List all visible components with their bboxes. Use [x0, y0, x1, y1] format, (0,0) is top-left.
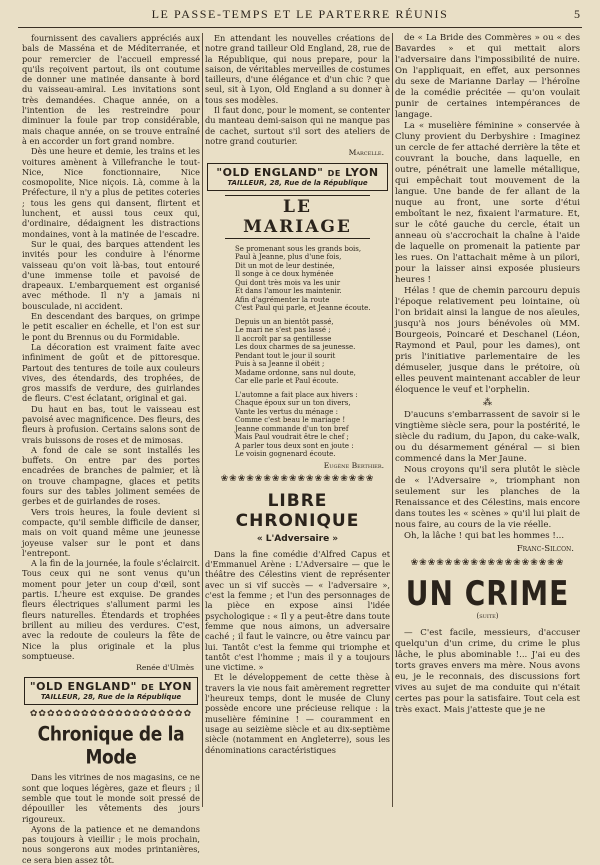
article-paragraph: En attendant les nouvelles créations de notre grand tailleur Old England, 28, rue de la République, qui nous prepare, pour la saison, de véritables merveilles de costumes tailleurs, d'une élégance et d'un chic ? que seul, sit à Lyon, Old England a su donner à tous ses modèles. [205, 33, 390, 105]
tailor-advertisement [24, 677, 198, 705]
article-paragraph: Du haut en bas, tout le vaisseau est pavoisé avec magnificence. Des fleurs, des fleurs à profusion. Certains salons sont de vrais buissons de roses et de mimosas. [22, 403, 200, 445]
header-rule [18, 27, 582, 28]
article-signature: Marcelle. [348, 148, 384, 158]
ad-name: "OLD ENGLAND" [216, 165, 324, 179]
ad-city: LYON [345, 165, 379, 179]
column-3 [395, 33, 580, 807]
poem-line: Madame ordonne, sans nul doute, [235, 368, 356, 377]
article-paragraph: D'aucuns s'embarrassent de savoir si le vingtième siècle sera, pour la postérité, le siècle du radium, du Japon, du cake-walk, ou du désarmement général — si bien commencé dans la Mer Jaune. [395, 410, 580, 464]
article-paragraph: Oh, la lâche ! qui bat les hommes !... [404, 531, 565, 541]
ad-name: "OLD ENGLAND" [29, 680, 137, 694]
poem-line: Et dans l'amour les maintenir. [235, 287, 342, 296]
poem-line: Dit un mot de leur destinée, [235, 261, 335, 270]
column-1 [22, 33, 200, 865]
chronique-heading: LIBRE CHRONIQUE [235, 490, 360, 531]
article-paragraph: En descendant des barques, on grimpe le petit escalier en échelle, et l'on est sur le pont du Brennus ou du Formidable. [22, 311, 200, 342]
poem-line: Mais Paul voudrait être le chef ; [235, 433, 349, 442]
running-header [20, 7, 580, 23]
poem-line: C'est Paul qui parle, et Jeanne écoute. [235, 304, 371, 313]
poem-line: Pendant tout le jour il sourit [235, 351, 336, 360]
poem-line: Chaque époux sur un ton divers, [235, 399, 351, 408]
poem-line: Car elle parle et Paul écoute. [235, 377, 339, 386]
article-paragraph: Ayons de la patience et ne demandons pas toujours à vieillir ; le mois prochain, nous songerons aux modes printanières, ce sera bien assez tôt. [22, 823, 200, 865]
article-paragraph: Hélas ! que de chemin parcouru depuis l'époque relativement peu lointaine, où l'on bridait ainsi la langue de nos aïeules, jusqu'à nos jours bénévoles où MM. Bourgeois, Poincaré et Deschanel (Léon, Raymond et Paul, pour les dames), ont pris l'initiative parlementaire de les démuseler, jusque dans le prétoire, où elles peuvent maintenant accabler de leur éloquence le veuf et l'orphelin. [395, 286, 580, 395]
poem-line: Vante les vertus du ménage : [235, 407, 338, 416]
article-paragraph: A fond de cale se sont installés les buffets. On entre par des portes encadrées de branches de palmier, et là on trouve champagne, glaces et petits fours sur des tables joliment semées de gerbes et de guirlandes de roses. [22, 444, 200, 507]
flower-ornament: ❀❀❀❀❀❀❀❀❀❀❀❀❀❀❀❀❀❀ [410, 558, 565, 568]
mode-heading: Chronique de la Mode [37, 723, 185, 770]
crime-subtitle: (suite) [476, 612, 499, 620]
crime-heading: UN CRIME [405, 573, 570, 614]
article-paragraph: La « muselière féminine » conservée à Cluny provient du Derbyshire : Imaginez un cercle de fer attaché derrière la tête et couvrant la bouche, dans laquelle, en outre, pénétrait une lamelle métallique, qui empêchait tout mouvement de la langue. Une bande de fer allant de la nuque au front, une sorte d'étui emboîtant le nez, fixaient l'armature. Et, sur le côté gauche du cercle, était un anneau où s'accrochait la chaîne à l'aide de laquelle on promenait la patiente par les rues. On l'attachait même à un pilori, pour la laisser ainsi exposée plusieurs heures ! [395, 121, 580, 285]
article-paragraph: — C'est facile, messieurs, d'accuser quelqu'un d'un crime, du crime le plus lâche, le plus abominable !... J'ai eu des torts graves envers ma mère. Nous avons eu, je le reconnais, des discussions fort vives au sujet de ma conduite qui n'était certes pas pour la satisfaire. Tout cela est très exact. Mais j'atteste que je ne [395, 628, 580, 715]
article-paragraph: Sur le quai, des barques attendent les invités pour les conduire à l'énorme vaisseau qu'on voit là-bas, tout entouré d'une immense toile et pavoisé de drapeaux. L'embarquement est organisé avec méthode. Il n'y a jamais ni bousculade, ni accident. [22, 238, 200, 311]
poem-line: Le voisin gognenard écoute. [235, 450, 336, 459]
ad-de: DE [141, 683, 155, 693]
column-divider [202, 33, 203, 807]
poem-line: Les doux charmes de sa jeunesse. [235, 343, 356, 352]
poem-line: Le mari ne s'est pas lassé ; [235, 326, 331, 335]
tailor-advertisement [207, 163, 388, 191]
poem-line: Qui dont très mois va les unir [235, 278, 341, 287]
article-signature: Franc-Silcon. [516, 544, 574, 554]
article-paragraph: Il faut donc, pour le moment, se contenter du manteau demi-saison qui ne manque pas de cachet, surtout s'il sort des ateliers de notre grand couturier. [205, 105, 390, 146]
chronique-subtitle: « L'Adversaire » [256, 533, 339, 544]
article-paragraph: Dans les vitrines de nos magasins, ce ne sont que loques légères, gaze et fleurs ; il semble que tout le monde soit pressé de dépouiller les vêtements des jours rigoureux. [22, 772, 200, 824]
poem-line: Paul à Jeanne, plus d'une fois, [235, 253, 342, 262]
ad-city: LYON [158, 680, 193, 694]
article-paragraph: de « La Bride des Commères » ou « des Bavardes » et qui mettait alors l'adversaire dans l'impossibilité de nuire. On l'appliquait, en effet, aux personnes du sexe de Marianne Darlay — l'héroïne de la comédie précitée — qu'on voulait punir de certaines intempérances de langage. [395, 33, 580, 120]
article-paragraph: La décoration est vraiment faite avec infiniment de goût et de pittoresque. Partout des tentures de toile aux couleurs vives, des étendards, des trophées, de gros massifs de verdure, des guirlandes de fleurs. C'est éclatant, original et gai. [22, 341, 200, 404]
article-paragraph: Nous croyons qu'il sera plutôt le siècle de « l'Adversaire », triomphant non seulement sur les planches de la Renaissance et des Célestins, mais encore dans toutes les « scènes » qu'il lui plait de nous faire, au cours de la vie réelle. [395, 465, 580, 530]
poem [235, 245, 390, 459]
flower-ornament: ❀❀❀❀❀❀❀❀❀❀❀❀❀❀❀❀❀❀ [220, 473, 375, 484]
poem-line: Jeanne commande d'un ton bref [235, 424, 349, 433]
article-paragraph: fournissent des cavaliers appréciés aux bals de Masséna et de Méditerranée, et pour remercier de l'accueil empressé qu'ils reçoivent partout, ils ont coutume de donner une matinée dansante à bord du vaisseau-amiral. Les invitations sont très demandées. Chaque année, on a l'intention de les restreindre pour diminuer la foule par trop considérable, mais chaque année, on se trouve entraîné à en accorder un fort grand nombre. [22, 33, 200, 146]
article-paragraph: A la fin de la journée, la foule s'éclaircit. Tous ceux qui ne sont venus qu'un moment pour jeter un coup d'œil, sont partis. L'heure est exquise. De grandes fleurs électriques s'allument parmi les fleurs naturelles. Étendards et trophées brillent au milieu des verdures. C'est, avec la redoute de couleurs la fête de Nice la plus originale et la plus somptueuse. [22, 558, 200, 661]
poem-signature: Eugène Berthier. [323, 460, 384, 470]
article-signature: Renée d'Ulmès [136, 663, 194, 673]
ad-address: TAILLEUR, 28, Rue de la République [40, 693, 182, 702]
section-stars: ⁂ [483, 398, 492, 408]
article-paragraph: Vers trois heures, la foule devient si compacte, qu'il semble difficile de danser, mais on voit quand même une jeunesse joyeuse valser sur le pont et dans l'entrepont. [22, 506, 200, 558]
column-2 [205, 33, 390, 807]
poem-line: Se promenant sous les grands bois, [235, 244, 362, 253]
poem-line: Puis à sa Jeanne il obéit ; [235, 360, 325, 369]
poem-line: Il accroît par sa gentillesse [235, 334, 332, 343]
article-paragraph: Et le développement de cette thèse à travers la vie nous fait amèrement regretter l'heureux temps, dont le musée de Cluny possède encore une précieuse relique : la muselière féminine ! — couramment en usage au seizième siècle et au dix-septième siècle (notamment en Angleterre), sous les dénominations caractéristiques [205, 672, 390, 755]
ad-de: DE [327, 168, 341, 178]
poem-line: Comme c'est beau le mariage ! [235, 416, 346, 425]
ad-address: TAILLEUR, 28, Rue de la République [227, 178, 368, 187]
header-title: LE PASSE-TEMPS ET LE PARTERRE RÉUNIS [151, 7, 449, 21]
poem-line: Il songe à ce doux hyménée [235, 270, 334, 279]
mariage-heading: LE MARIAGE [225, 195, 370, 239]
column-divider [392, 33, 393, 807]
article-paragraph: Dans la fine comédie d'Alfred Capus et d'Emmanuel Arène : L'Adversaire — que le théâtre des Célestins vient de représenter avec un si vif succès — « l'adversaire », c'est la femme ; et l'un des personnages de la pièce en expose ainsi l'idée psychologique : « Il y a peut-être dans toute femme que nous aimons, un adversaire caché ; il faut le vaincre, ou être vaincu par lui. Tantôt c'est la femme qui triomphe et tantôt c'est l'homme ; mais il y a toujours une victime. » [205, 548, 390, 673]
poem-line: L'automne a fait place aux hivers : [235, 390, 358, 399]
poem-line: A parler tous deux sont en joute : [235, 441, 354, 450]
poem-line: Afin d'agrémenter la route [235, 295, 330, 304]
page-number: 5 [574, 7, 580, 21]
flower-ornament: ✿✿✿✿✿✿✿✿✿✿✿✿✿✿✿✿✿✿✿ [29, 709, 193, 720]
poem-line: Depuis un an bientôt passé, [235, 317, 334, 326]
article-paragraph: Dès une heure et demie, les trains et les voitures amènent à Villefranche le tout-Nice, Nice fonctionnaire, Nice cosmopolite, Nice niçois. Là, comme à la Préfecture, il n'y a plus de petites coteries ; tous les gens qui dansent, flirtent et lunchent, et aussi tous ceux qui, d'ordinaire, dédaignent les distractions mondaines, vont à la matinée de l'escadre. [22, 146, 200, 239]
